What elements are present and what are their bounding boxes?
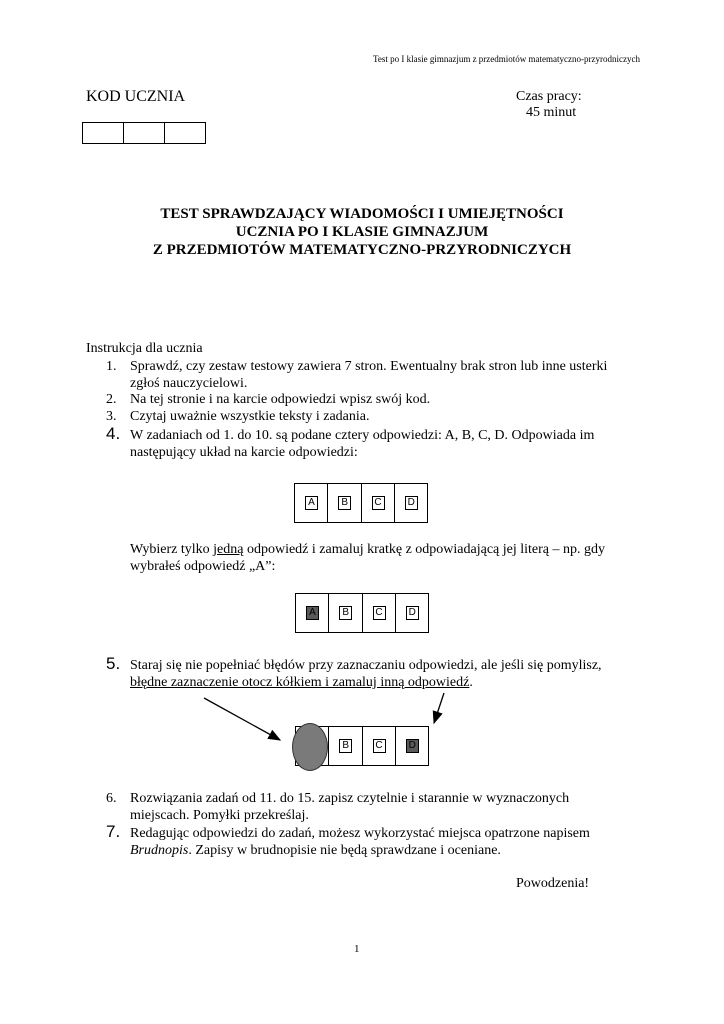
answer-cell-c <box>363 727 396 765</box>
answer-cell-a <box>296 594 329 632</box>
answer-cell-a <box>295 484 328 522</box>
document-title <box>0 205 724 259</box>
code-box[interactable] <box>165 123 205 143</box>
arrow-to-filled-d <box>434 693 444 723</box>
choose-one-paragraph: Wybierz tylko jedną odpowiedź i zamaluj kratkę z odpowiadającą jej literą – np. gdy wybrałeś odpowiedź „A”: <box>130 542 606 574</box>
answer-cell-a <box>296 727 329 765</box>
title-line-2: UCZNIA PO I KLASIE GIMNAZJUM <box>235 224 489 240</box>
time-label: Czas pracy: <box>516 89 582 104</box>
letter-box-a-filled: A <box>306 606 319 620</box>
instruction-item-3: 3. Czytaj uważnie wszystkie teksty i zadania. <box>106 409 370 424</box>
time-info <box>516 89 582 121</box>
answer-cell-b <box>329 727 362 765</box>
time-value: 45 minut <box>526 105 577 120</box>
title-line-3: Z PRZEDMIOTÓW MATEMATYCZNO-PRZYRODNICZYCH <box>152 242 572 258</box>
instruction-item-6: 6. Rozwiązania zadań od 11. do 15. zapisz czytelnie i starannie w wyznaczonych miejscach. Pomyłki przekreślaj. <box>106 791 570 823</box>
student-code-label: KOD UCZNIA <box>86 88 186 105</box>
instruction-item-1: 1. Sprawdź, czy zestaw testowy zawiera 7 stron. Ewentualny brak stron lub inne usterki zgłoś nauczycielowi. <box>106 359 608 391</box>
closing-text: Powodzenia! <box>516 876 590 891</box>
letter-box-c: C <box>373 606 386 620</box>
letter-box-a: A <box>305 496 318 510</box>
letter-box-d: D <box>406 606 419 620</box>
letter-box-d: D <box>405 496 418 510</box>
letter-box-b: B <box>339 606 352 620</box>
code-box[interactable] <box>83 123 124 143</box>
student-code-boxes[interactable] <box>82 122 206 144</box>
instruction-item-4: 4. W zadaniach od 1. do 10. są podane cztery odpowiedzi: A, B, C, D. Odpowiada im następujący układ na karcie odpowiedzi: <box>106 424 595 460</box>
answer-cell-d <box>396 727 428 765</box>
correction-circle <box>292 723 328 771</box>
letter-box-b: B <box>339 739 352 753</box>
arrow-to-circled-a <box>204 698 280 740</box>
letter-box-c: C <box>372 496 385 510</box>
answer-grid-example <box>294 483 428 523</box>
answer-cell-d <box>396 594 428 632</box>
answer-cell-b <box>329 594 362 632</box>
instruction-item-7: 7. Redagując odpowiedzi do zadań, możesz wykorzystać miejsca opatrzone napisem Brudnopis. Zapisy w brudnopisie nie będą sprawdzane i oceniane. <box>106 822 590 858</box>
answer-cell-b <box>328 484 361 522</box>
answer-cell-c <box>363 594 396 632</box>
instruction-item-2: 2. Na tej stronie i na karcie odpowiedzi wpisz swój kod. <box>106 392 431 407</box>
answer-grid-filled-example <box>295 593 429 633</box>
instruction-item-5: 5. Staraj się nie popełniać błędów przy zaznaczaniu odpowiedzi, ale jeśli się pomylisz, błędne zaznaczenie otocz kółkiem i zamaluj inną odpowiedź. <box>106 654 602 690</box>
code-box[interactable] <box>124 123 165 143</box>
letter-box-b: B <box>338 496 351 510</box>
letter-box-d-filled: D <box>406 739 419 753</box>
answer-grid-correction-example <box>295 726 429 766</box>
underlined-one: jedną <box>213 542 244 557</box>
answer-cell-c <box>362 484 395 522</box>
answer-cell-d <box>395 484 427 522</box>
instructions-heading: Instrukcja dla ucznia <box>86 341 203 356</box>
running-header: Test po I klasie gimnazjum z przedmiotów matematyczno-przyrodniczych <box>372 54 640 64</box>
page-number: 1 <box>354 943 360 955</box>
letter-box-c: C <box>373 739 386 753</box>
title-line-1: TEST SPRAWDZAJĄCY WIADOMOŚCI I UMIEJĘTNOŚCI <box>160 206 564 222</box>
